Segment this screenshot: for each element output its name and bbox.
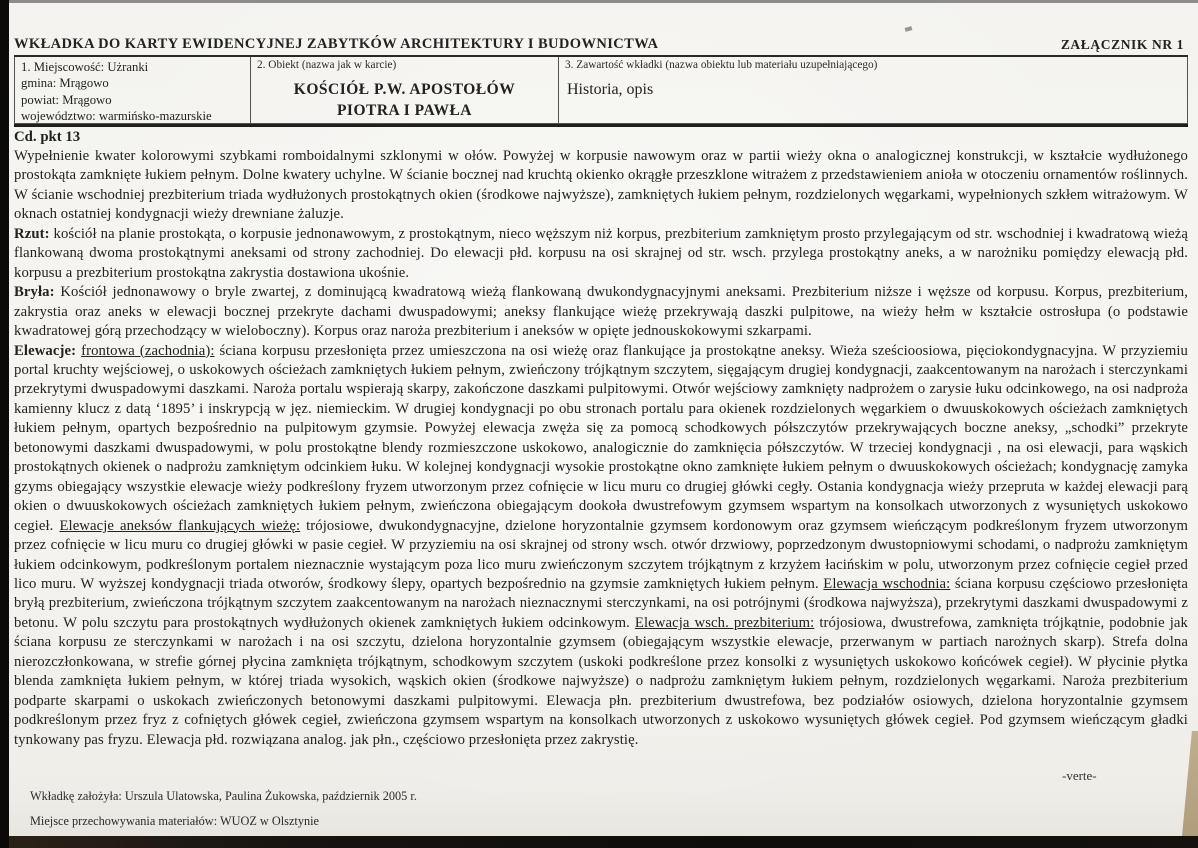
footer-line-1: Wkładkę założyła: Urszula Ulatowska, Paulina Żukowska, październik 2005 r. bbox=[30, 789, 417, 803]
text-segment: trójosiowe, dwukondygnacyjne, dzielone horyzontalnie gzymsem kordonowym oraz gzymsem wieńczącym podkreślonym fryzem utworzonym przez cofnięcie w licu muru co drugiej główki w pasie cegieł. W przyziemiu na osi skrajnej od strony wsch. otwór drzwiowy, poprzedzonym dwustopniowymi schodami, o nadprożu zamkniętym łukiem odcinkowym, podkreślonym portalem nieznacznie wystającym poza lico muru zwieńczonym szczytem trójkątnym z krzyżem łacińskim w polu, utworzonym przez cofnięcie cegieł przed lico muru. W wyższej kondygnacji triada otworów, środkowy ślepy, opartych bezpośrednio na gzymsie zamkniętych łukiem pełnym. bbox=[14, 517, 1188, 592]
text-segment: Elewacja wschodnia: bbox=[823, 575, 951, 592]
document-body bbox=[14, 129, 1188, 750]
paragraph bbox=[14, 225, 1188, 283]
location-line-2: gmina: Mrągowo bbox=[21, 76, 109, 91]
document-footer bbox=[30, 789, 417, 839]
scan-top-edge bbox=[0, 0, 1198, 3]
object-name bbox=[257, 79, 552, 121]
location-line-3: powiat: Mrągowo bbox=[21, 92, 112, 107]
paragraph bbox=[14, 342, 1188, 751]
object-name-line-1: KOŚCIÓŁ P.W. APOSTOŁÓW bbox=[293, 81, 516, 98]
verte-label: -verte- bbox=[1062, 768, 1097, 783]
body-heading: Cd. pkt 13 bbox=[14, 129, 81, 145]
text-segment: Elewacja wsch. prezbiterium: bbox=[634, 614, 815, 631]
text-segment: Elewacje aneksów flankujących wieżę: bbox=[59, 517, 301, 534]
object-name-line-2: PIOTRA I PAWŁA bbox=[336, 102, 473, 119]
text-segment: ściana korpusu przesłonięta przez umieszczona na osi wieżę oraz flankujące ja prostokątne aneksy. Wieża sześcioosiowa, pięciokondygnacyjna. W przyziemiu portal kruchty wejściowej, o uskokowych ościeżach zamkniętych łukiem pełnym, zwieńczony trójkątnym szczytem, sięgającym drugiej kondygnacji, zaakcentowanym na narożach i sterczynkami przekrytymi dwuspadowymi daszkami. Naroża portalu wspierają skarpy, zakończone daszkami pulpitowymi. Otwór wejściowy zamknięty nadprożem o zarysie łuku odcinkowego, na osi nadproża kamienny klucz z datą ‘1895’ i inskrypcją w jęz. niemieckim. W drugiej kondygnacji po obu stronach portalu para okienek rozdzielonych węgarkiem o dwuuskokowych ościeżach zamkniętych łukiem pełnym, opartych bezpośrednio na pulpitowym gzymsie. Powyżej elewacja zwęża się za pomocą schodkowych półszczytów przekrywających boczne aneksy, „schodki” przekryte betonowymi daszkami dwuspadowymi, w polu prostokątne blendy rozmieszczone uskokowo, analogicznie do zamknięcia półszczytów. W trzeciej kondygnacji , na osi elewacji, para wąskich prostokątnych okienek o nadprożu zamkniętym odcinkiem łuku. W kolejnej kondygnacji wysokie prostokątne okno zamknięte łukiem pełnym o dwuuskokowych ościeżach; kondygnację zamyka gzyms obiegający wszystkie elewacje wieży podkreślony fryzem utworzonym przez cofnięcie w licu muru co drugiej główki cegły. Ostania kondygnacja wieży przepruta w każdej elewacji parą okien o dwuuskokowych ościeżach zamkniętych łukiem pełnym, zwieńczona obiegającym dookoła dwustrefowym gzymsem wspartym na konsolkach utworzonych z wysuniętych uskokowo cegieł. bbox=[14, 342, 1188, 534]
cell-location bbox=[15, 57, 251, 125]
text-segment: Bryła: bbox=[14, 284, 55, 301]
object-label: 2. Obiekt (nazwa jak w karcie) bbox=[257, 59, 397, 71]
paragraph bbox=[14, 283, 1188, 341]
text-segment: Elewacje: bbox=[14, 342, 77, 359]
body-paragraphs bbox=[14, 147, 1188, 750]
text-segment: Kościół jednonawowy o bryle zwartej, z dominującą kwadratową wieżą flankowaną dwukondygnacyjnymi aneksami. Prezbiterium niższe i węższe od korpusu. Korpus, prezbiterium, zakrystia oraz aneks w elewacji bocznej przekryte dachami dwuspadowymi; aneksy flankujące wieżę przekrywają daszki pulpitowe, na wieży hełm w kształcie ostrosłupa (o podstawie kwadratowej górą przechodzący w wieloboczny). Korpus oraz naroża prezbiterium i aneksów w opięte jednouskokowymi szkarpami. bbox=[14, 284, 1188, 340]
text-segment: trójosiowa, dwustrefowa, zamknięta trójkątnie, podobnie jak ściana korpusu ze sterczynkami w narożach i na osi szczytu, dzielona horyzontalnie gzymsem (obiegającym wszystkie elewacje, przerwanym w partiach narożnych skarp). Strefa dolna nierozczłonkowana, w strefie górnej płycina zamknięta trójkątnym, schodkowym szczytem (uskoki podkreślone przez konsolki z wysuniętych uskokowo końcówek cegieł). W płycinie płytka blenda zamknięta łukiem pełnym, w której triada wysokich, wąskich okien (środkowe najwyższe) o nadprożu zamkniętym łukiem pełnym, rozdzielonych węgarkami. Naroża prezbiterium podparte skarpami o uskokach zwieńczonych betonowymi daszkami pulpitowymi. Elewacja płn. prezbiterium dwustrefowa, bez podziałów osiowych, dzielona horyzontalnie gzymsem podkreślonym przez fryz z cofniętych główek cegieł, zwieńczona gzymsem wspartym na konsolkach utworzonych z uskokowo wysuniętych główek cegieł. Pod gzymsem wieńczącym gładki tynkowany pas fryzu. Elewacja płd. rozwiązana analog. jak płn., częściowo przesłonięta przez zakrystię. bbox=[14, 614, 1188, 748]
text-segment: Rzut: bbox=[14, 225, 50, 242]
contents-value: Historia, opis bbox=[567, 81, 654, 98]
contents-label: 3. Zawartość wkładki (nazwa obiektu lub materiału uzupełniającego) bbox=[565, 59, 878, 71]
location-line-4: województwo: warmińsko-mazurskie bbox=[21, 109, 212, 124]
cell-object bbox=[251, 57, 559, 125]
text-segment: frontowa (zachodnia): bbox=[81, 342, 215, 359]
footer-line-2: Miejsce przechowywania materiałów: WUOZ w Olsztynie bbox=[30, 814, 319, 828]
text-segment: ściana korpusu częściowo przesłonięta bryłą prezbiterium, zwieńczona trójkątnym szczytem zaakcentowanym na narożach nieznacznymi sterczynkami, na osi potrójnymi (środkowa najwyższa), przekrytymi daszkami dwuspadowymi z betonu. W polu szczytu para prostokątnych wydłużonych okienek zamkniętych łukiem odcinkowym. bbox=[14, 575, 1188, 631]
scan-left-edge bbox=[0, 0, 9, 848]
location-line-1: 1. Miejscowość: Użranki bbox=[21, 60, 149, 74]
scan-speck-artifact bbox=[905, 26, 913, 32]
document-title: WKŁADKA DO KARTY EWIDENCYJNEJ ZABYTKÓW ARCHITEKTURY I BUDOWNICTWA bbox=[14, 36, 659, 52]
text-segment: Wypełnienie kwater kolorowymi szybkami romboidalnymi szklonymi w ołów. Powyżej w korpusie nawowym oraz w partii wieży okna o analogicznej konstrukcji, w kształcie wydłużonego prostokąta zamknięte łukiem pełnym. Dolne kwatery uchylne. W ścianie bocznej nad kruchtą okienko okrągłe przeszklone witrażem z przedstawieniem anioła w otoczeniu ornamentów roślinnych. W ścianie wschodniej prezbiterium triada wydłużonych prostokątnych okien (środkowe najwyższe), zamkniętych łukiem pełnym, rozdzielonych węgarkami, wypełnionych szkłem witrażowym. W oknach ostatniej kondygnacji wieży drewniane żaluzje. bbox=[14, 148, 1188, 223]
annex-label: ZAŁĄCZNIK NR 1 bbox=[1060, 37, 1184, 52]
info-table bbox=[14, 57, 1188, 124]
table-bottom-rule bbox=[14, 124, 1188, 127]
scan-bottom-edge bbox=[0, 836, 1198, 848]
text-segment: kościół na planie prostokąta, o korpusie jednonawowym, z prostokątnym, nieco węższym niż korpus, prezbiterium zamkniętym prosto przylegającym od str. wschodniej i kwadratową wieżą flankowaną dwoma prostokątnymi aneksami od strony zachodniej. Do elewacji płd. korpusu na osi skrajnej od str. wsch. przylega prostokątny aneks, a w narożniku pomiędzy elewacją płd. korpusu a prezbiterium prostokątna zakrystia dostawiona ukośnie. bbox=[14, 225, 1188, 281]
document-header bbox=[14, 36, 1188, 53]
cell-contents bbox=[559, 57, 1187, 125]
paragraph bbox=[14, 147, 1188, 225]
